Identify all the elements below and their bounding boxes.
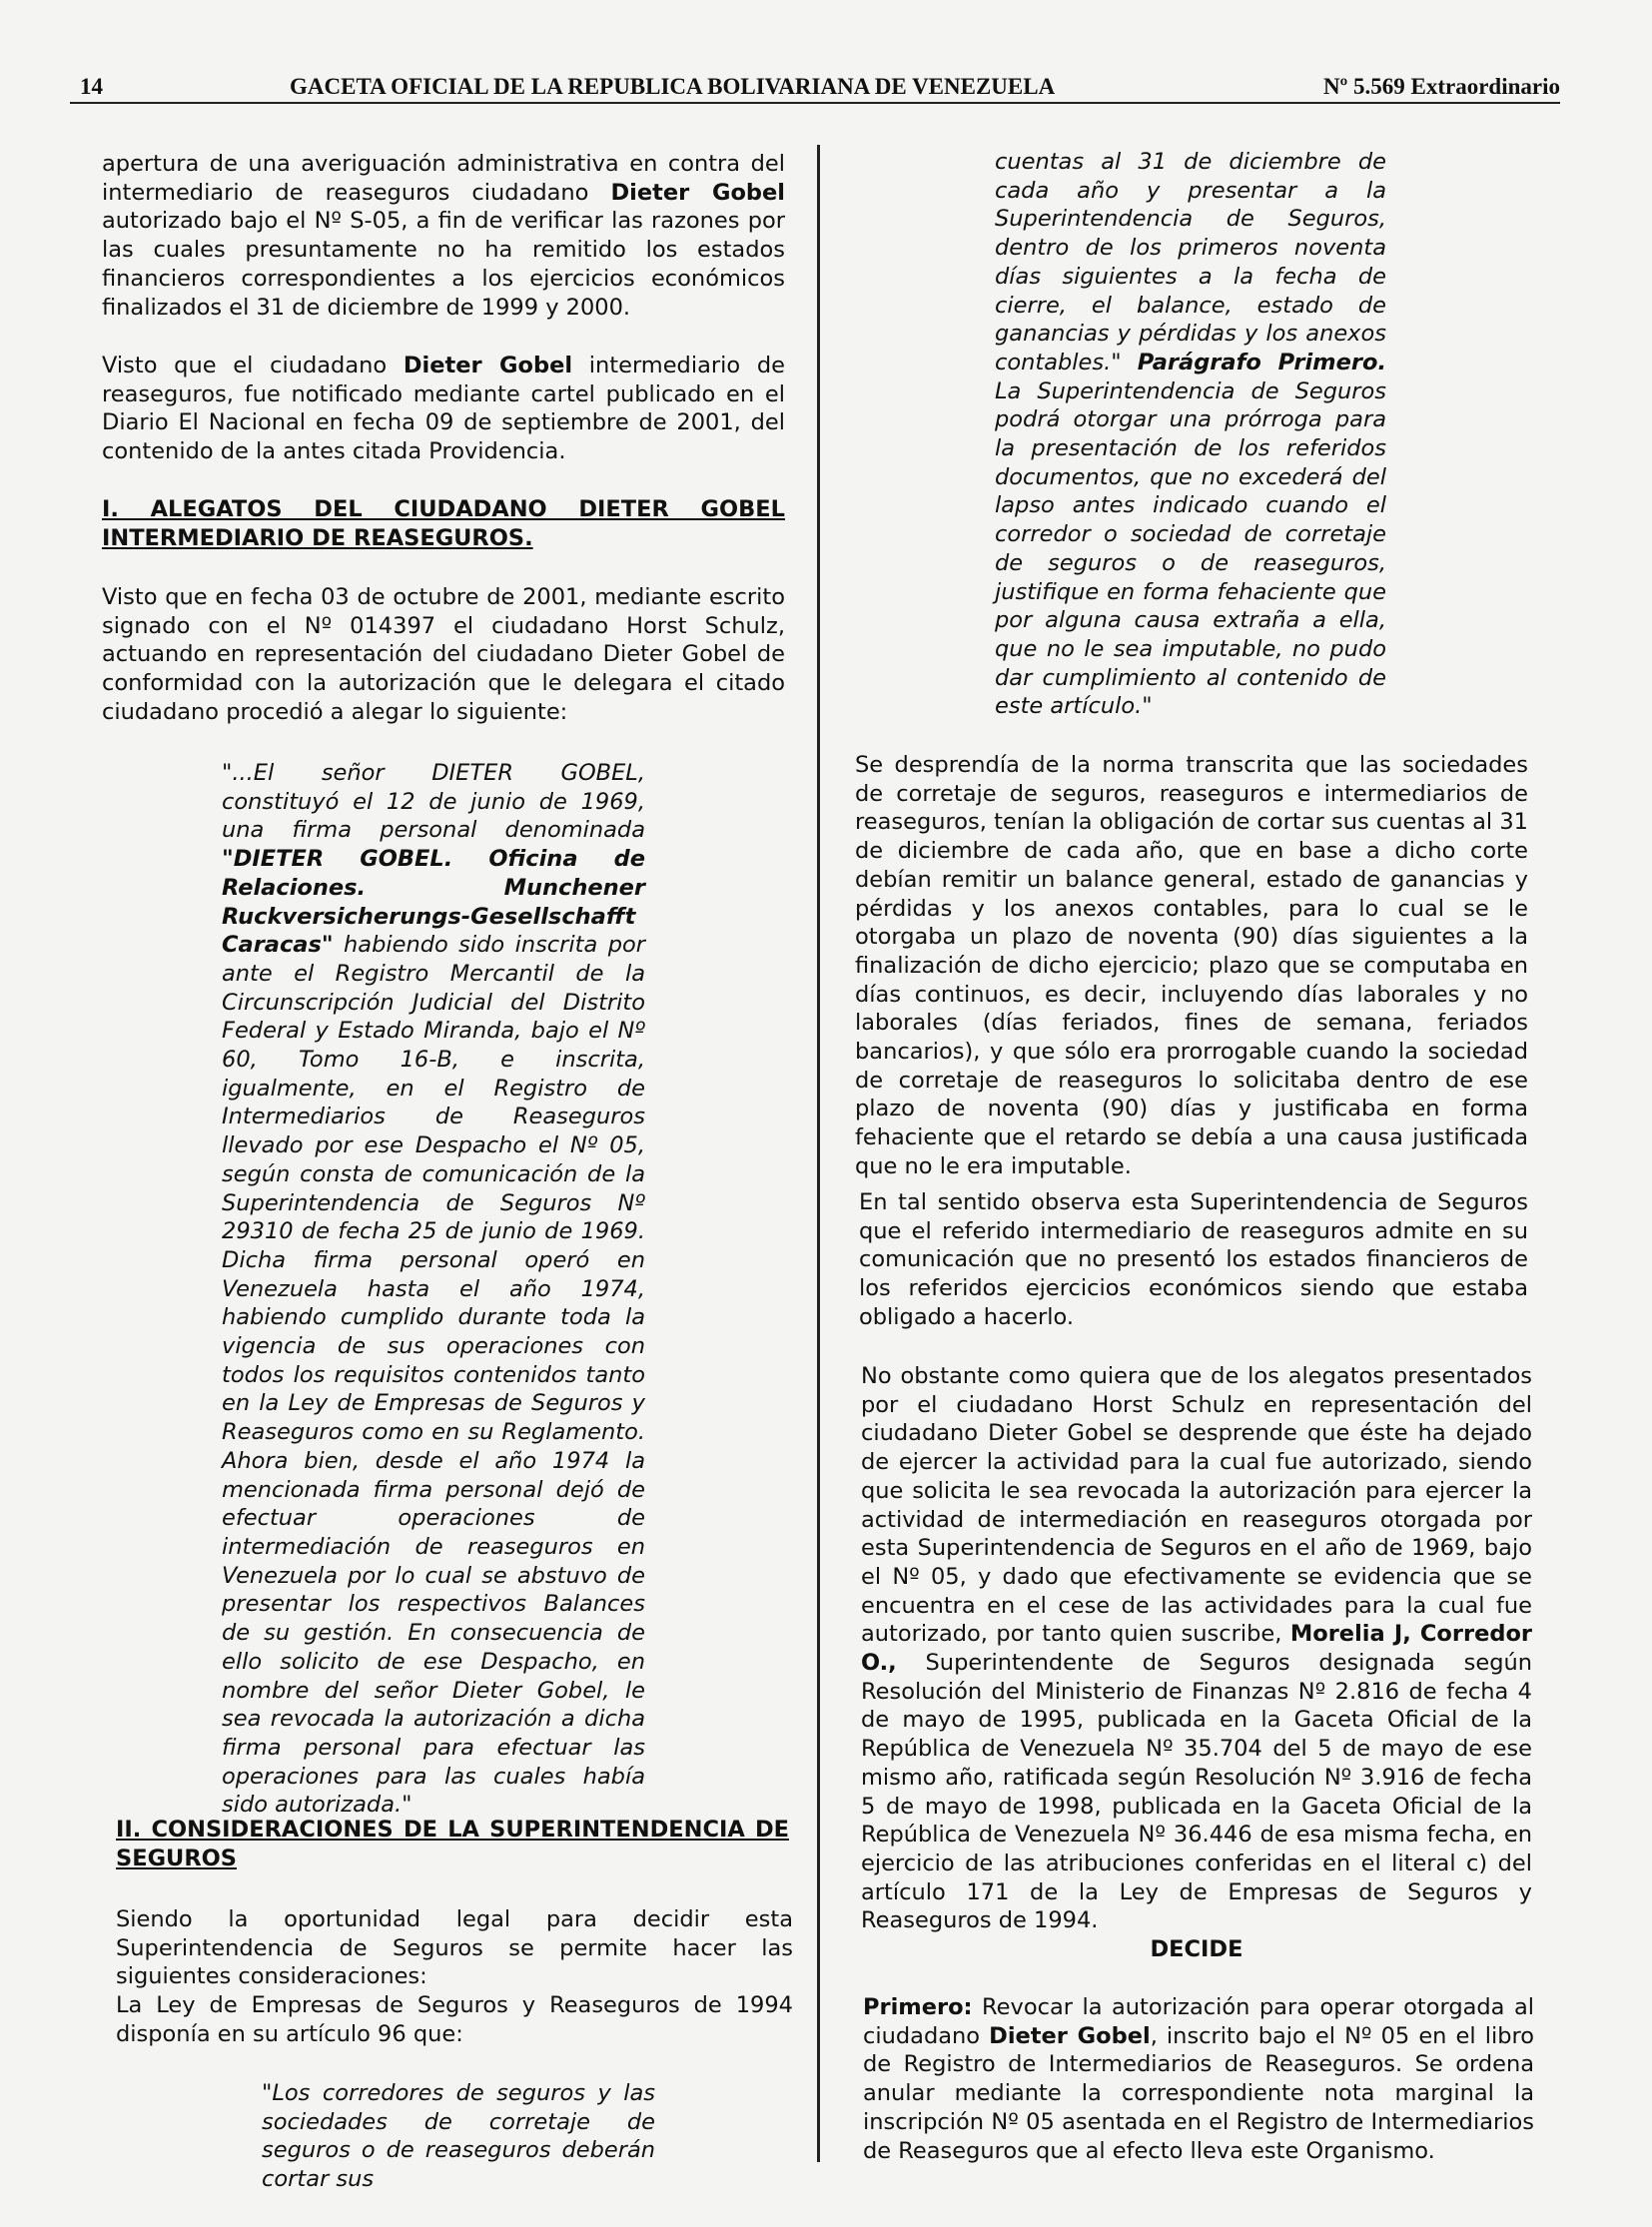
paragraph-escrito: Visto que en fecha 03 de octubre de 2001, mediante escrito signado con el Nº 014397 el ciudadano Horst Schulz, actuando en representación del ciudadano Dieter Gobel de conformidad con la autorización que le delegara el citado ciudadano procedió a alegar lo siguiente: — [102, 584, 785, 725]
paragraph-ley-1994: La Ley de Empresas de Seguros y Reaseguros de 1994 disponía en su artículo 96 que: — [116, 1992, 793, 2047]
section-heading-consideraciones: II. CONSIDERACIONES DE LA SUPERINTENDENCIA DE SEGUROS — [116, 1817, 789, 1871]
paragraph-oportunidad-legal: Siendo la oportunidad legal para decidir esta Superintendencia de Seguros se permite hacer las siguientes consideraciones: — [116, 1906, 793, 1990]
paragraph-averiguacion: apertura de una averiguación administrativa en contra del intermediario de reaseguros ciudadano Dieter Gobel autorizado bajo el Nº S-05, a fin de verificar las razones por las cuales presuntamente no ha remitido los estados financieros correspondientes a los ejercicios económicos finalizados el 31 de diciembre de 1999 y 2000. — [102, 151, 785, 321]
column-divider — [817, 145, 820, 2162]
section-heading-alegatos: I. ALEGATOS DEL CIUDADANO DIETER GOBEL INTERMEDIARIO DE REASEGUROS. — [102, 496, 785, 551]
paragraph-notificacion: Visto que el ciudadano Dieter Gobel intermediario de reaseguros, fue notificado mediante cartel publicado en el Diario El Nacional en fecha 09 de septiembre de 2001, del contenido de la antes citada Providencia. — [102, 353, 785, 465]
quote-alegatos: "...El señor DIETER GOBEL, constituyó el 12 de junio de 1969, una firma personal denominada "DIETER GOBEL. Oficina de Relaciones. Munchener Ruckversicherungs-Gesellschafft Caracas" habiendo sido inscrita por ante el Registro Mercantil de la Circunscripción Judicial del Distrito Federal y Estado Miranda, bajo el Nº 60, Tomo 16-B, e inscrita, igualmente, en el Registro de Intermediarios de Reaseguros llevado por ese Despacho el Nº 05, según consta de comunicación de la Superintendencia de Seguros Nº 29310 de fecha 25 de junio de 1969. Dicha firma personal operó en Venezuela hasta el año 1974, habiendo cumplido durante toda la vigencia de sus operaciones con todos los requisitos contenidos tanto en la Ley de Empresas de Seguros y Reaseguros como en su Reglamento. Ahora bien, desde el año 1974 la mencionada firma personal dejó de efectuar operaciones de intermediación de reaseguros en Venezuela por lo cual se abstuvo de presentar los respectivos Balances de su gestión. En consecuencia de ello solicito de ese Despacho, en nombre del señor Dieter Gobel, le sea revocada la autorización a dicha firma personal para efectuar las operaciones para las cuales había sido autorizada." — [222, 760, 645, 1819]
paragraph-no-obstante: No obstante como quiera que de los alegatos presentados por el ciudadano Horst Schulz en representación del ciudadano Dieter Gobel se desprende que éste ha dejado de ejercer la actividad para la cual fue autorizado, siendo que solicita le sea revocada la autorización para ejercer la actividad de intermediación en reaseguros otorgada por esta Superintendencia de Seguros en el año de 1969, bajo el Nº 05, y dado que efectivamente se evidencia que se encuentra en el cese de las actividades para la cual fue autorizado, por tanto quien suscribe, Morelia J, Corredor O., Superintendente de Seguros designada según Resolución del Ministerio de Finanzas Nº 2.816 de fecha 4 de mayo de 1995, publicada en la Gaceta Oficial de la República de Venezuela Nº 35.704 del 5 de mayo de ese mismo año, ratificada según Resolución Nº 3.916 de fecha 5 de mayo de 1998, publicada en la Gaceta Oficial de la República de Venezuela Nº 36.446 de esa misma fecha, en ejercicio de las atribuciones conferidas en el literal c) del artículo 171 de la Ley de Empresas de Seguros y Reaseguros de 1994. — [861, 1363, 1532, 1934]
page-number: 14 — [80, 74, 103, 99]
quote-articulo-96: "Los corredores de seguros y las sociedades de corretaje de seguros o de reaseguros deberán cortar sus — [262, 2080, 655, 2193]
paragraph-primero: Primero: Revocar la autorización para operar otorgada al ciudadano Dieter Gobel, inscrito bajo el Nº 05 en el libro de Registro de Intermediarios de Reaseguros. Se ordena anular mediante la correspondiente nota marginal la inscripción Nº 05 asentada en el Registro de Intermediarios de Reaseguros que al efecto lleva este Organismo. — [863, 1994, 1534, 2164]
page-header — [70, 74, 1560, 104]
header-rule — [70, 102, 1560, 104]
quote-articulo-96-continued: cuentas al 31 de diciembre de cada año y presentar a la Superintendencia de Seguros, dentro de los primeros noventa días siguientes a la fecha de cierre, el balance, estado de ganancias y pérdidas y los anexos contables." Parágrafo Primero. La Superintendencia de Seguros podrá otorgar una prórroga para la presentación de los referidos documentos, que no excederá del lapso antes indicado cuando el corredor o sociedad de corretaje de seguros o de reaseguros, justifique en forma fehaciente que por alguna causa extraña a ella, que no le sea imputable, no pudo dar cumplimiento al contenido de este artículo." — [995, 149, 1386, 720]
paragraph-observa: En tal sentido observa esta Superintendencia de Seguros que el referido intermediario de reaseguros admite en su comunicación que no presentó los estados financieros de los referidos ejercicios económicos siendo que estaba obligado a hacerlo. — [859, 1189, 1528, 1330]
gazette-title: GACETA OFICIAL DE LA REPUBLICA BOLIVARIANA DE VENEZUELA — [290, 74, 1056, 99]
paragraph-norma-transcrita: Se desprendía de la norma transcrita que las sociedades de corretaje de seguros, reaseguros e intermediarios de reaseguros, tenían la obligación de cortar sus cuentas al 31 de diciembre de cada año, que en base a dicho corte debían remitir un balance general, estado de ganancias y pérdidas y los anexos contables, para lo cual se le otorgaba un plazo de noventa (90) días siguientes a la finalización de dicho ejercicio; plazo que se computaba en días continuos, es decir, incluyendo días laborales y no laborales (días feriados, fines de semana, feriados bancarios), y que sólo era prorrogable cuando la sociedad de corretaje de reaseguros lo solicitaba dentro de ese plazo de noventa (90) días y justificaba en forma fehaciente que el retardo se debía a una causa justificada que no le era imputable. — [855, 752, 1528, 1179]
issue-number: Nº 5.569 Extraordinario — [1323, 74, 1560, 99]
decide-heading: DECIDE — [1150, 1936, 1243, 1962]
